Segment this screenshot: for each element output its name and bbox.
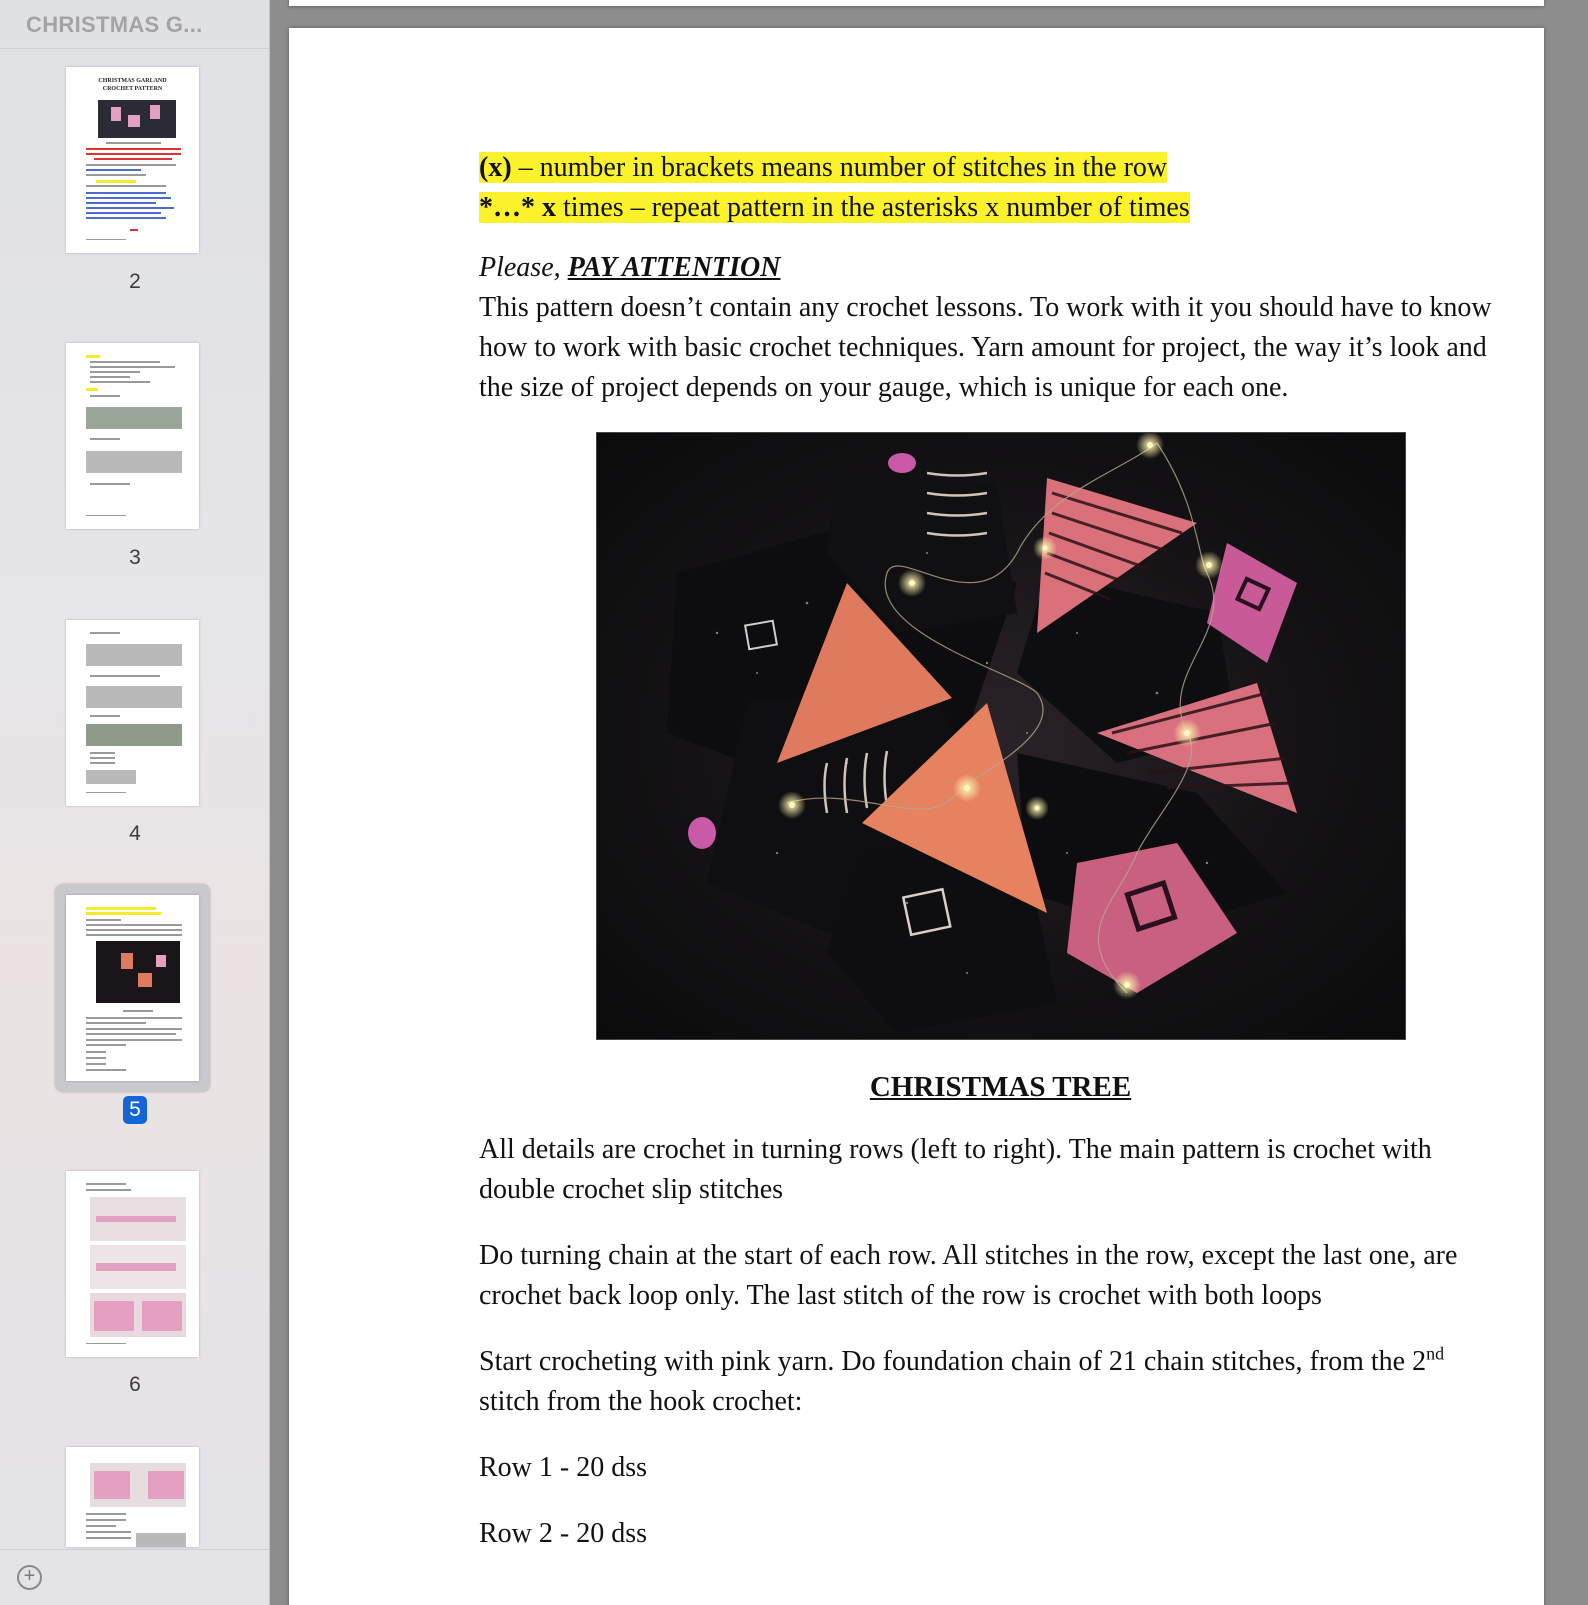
sidebar-footer bbox=[0, 1549, 270, 1605]
previous-page-edge bbox=[289, 0, 1544, 6]
thumbnail-page-2[interactable] bbox=[66, 67, 199, 253]
garland-photo bbox=[596, 432, 1406, 1040]
thumbnail-label-5[interactable]: 5 bbox=[0, 1096, 270, 1124]
thumbnail-label-2[interactable]: 2 bbox=[129, 270, 141, 293]
document-title: CHRISTMAS G... bbox=[26, 12, 203, 37]
sidebar-header bbox=[0, 0, 269, 49]
thumbnail-page-3[interactable] bbox=[66, 343, 199, 529]
thumbnail-label-6[interactable]: 6 bbox=[129, 1373, 141, 1396]
intro-paragraph: This pattern doesn’t contain any crochet lessons. To work with it you should have to know how to work with basic crochet techniques. Yarn amount for project, the way it’s look and the size of project depends on your gauge, which is unique for each one. bbox=[479, 292, 1492, 403]
row-2-instruction: Row 2 - 20 dss bbox=[479, 1518, 648, 1549]
thumbnail-page-7[interactable] bbox=[66, 1447, 199, 1547]
thumbnail-label-4[interactable]: 4 bbox=[129, 822, 141, 845]
section-title: CHRISTMAS TREE bbox=[869, 1071, 1132, 1103]
row-1-instruction: Row 1 - 20 dss bbox=[479, 1452, 648, 1483]
legend-line-1: (x) – number in brackets means number of stitches in the row bbox=[479, 152, 1168, 183]
garland-photo-image bbox=[597, 433, 1406, 1040]
thumbnail-image bbox=[96, 941, 180, 1003]
paragraph-turning-chain: Do turning chain at the start of each row. All stitches in the row, except the last one, are crochet back loop only. The last stitch of the row is crochet with both loops bbox=[479, 1240, 1458, 1311]
thumbnail-page-5[interactable] bbox=[66, 895, 199, 1081]
paragraph-start: Start crocheting with pink yarn. Do foundation chain of 21 chain stitches, from the 2nd stitch from the hook crochet: bbox=[479, 1343, 1445, 1417]
document-viewer[interactable] bbox=[271, 0, 1588, 1605]
add-page-button[interactable]: + bbox=[17, 1565, 42, 1590]
document-page-5 bbox=[289, 28, 1544, 1605]
paragraph-rows: All details are crochet in turning rows (left to right). The main pattern is crochet with double crochet slip stitches bbox=[479, 1134, 1432, 1205]
legend-line-2: *…* x times – repeat pattern in the asterisks x number of times bbox=[479, 192, 1190, 223]
thumbnail-title: CHRISTMAS GARLAND CROCHET PATTERN bbox=[98, 78, 167, 92]
thumbnail-sidebar bbox=[0, 0, 270, 1605]
thumbnail-page-4[interactable] bbox=[66, 620, 199, 806]
attention-heading: Please, PAY ATTENTION bbox=[479, 252, 781, 283]
thumbnail-page-6[interactable] bbox=[66, 1171, 199, 1357]
thumbnail-label-3[interactable]: 3 bbox=[129, 546, 141, 569]
page-content bbox=[479, 148, 1509, 1554]
